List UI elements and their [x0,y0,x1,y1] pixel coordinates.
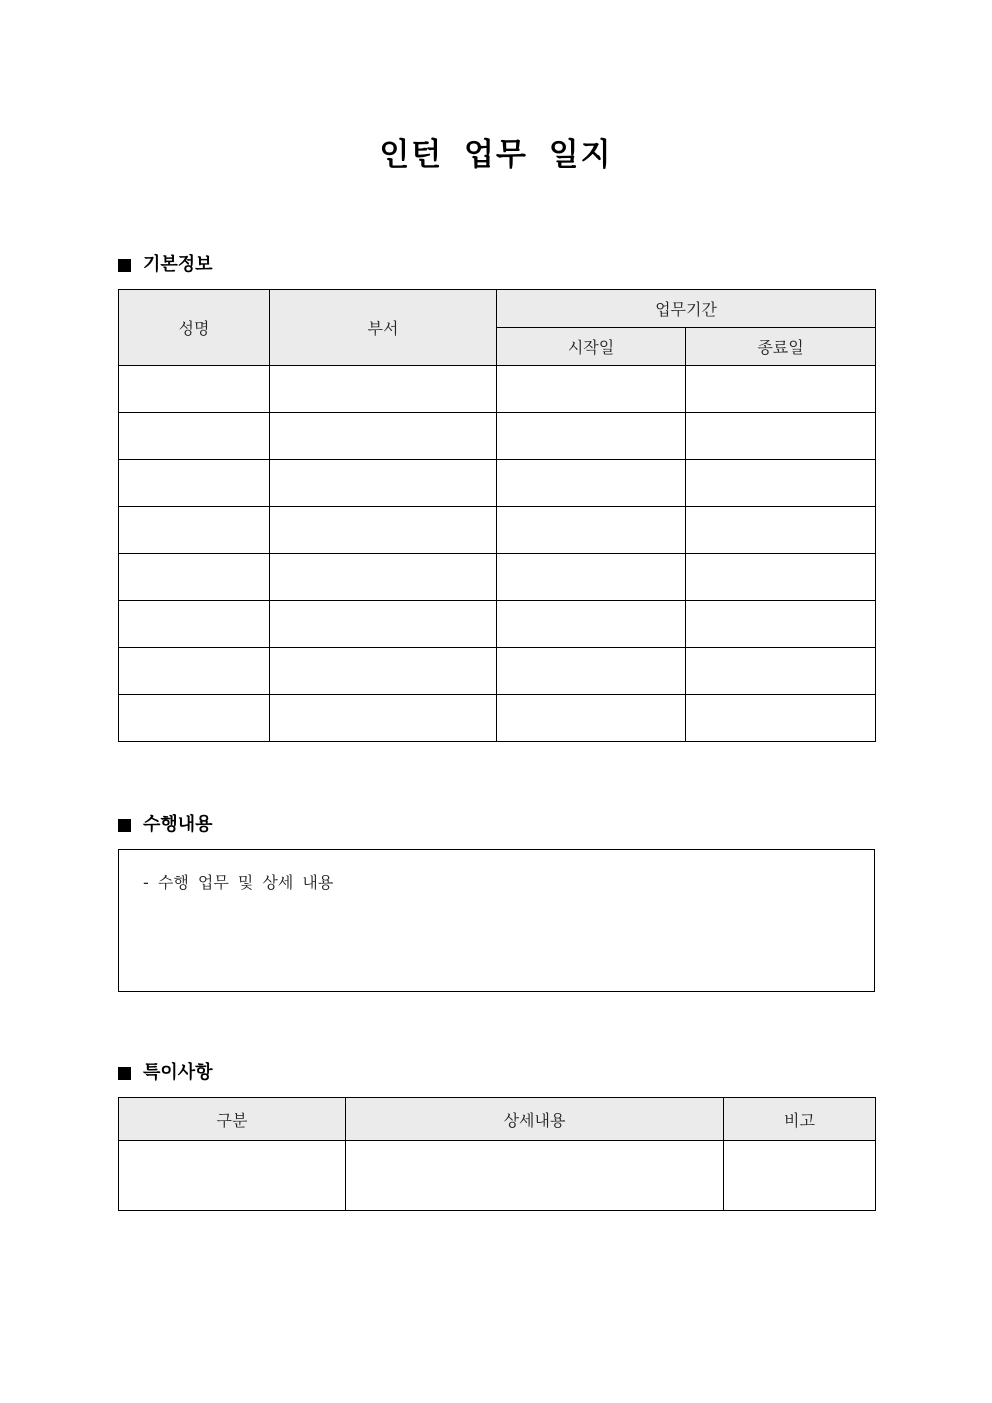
cell-department[interactable] [270,554,497,601]
cell-start-date[interactable] [497,413,686,460]
section-heading-label: 수행내용 [143,814,213,835]
cell-end-date[interactable] [686,695,876,742]
cell-name[interactable] [119,460,270,507]
header-end-date: 종료일 [686,328,876,366]
cell-start-date[interactable] [497,554,686,601]
table-row [119,695,876,742]
remarks-table [118,1097,876,1211]
table-row [119,648,876,695]
table-row [119,601,876,648]
cell-name[interactable] [119,507,270,554]
table-row [119,507,876,554]
cell-department[interactable] [270,601,497,648]
cell-name[interactable] [119,554,270,601]
cell-end-date[interactable] [686,601,876,648]
table-row [119,1141,876,1211]
header-category: 구분 [119,1098,346,1141]
cell-department[interactable] [270,648,497,695]
work-content-box[interactable] [118,849,875,992]
square-bullet-icon [118,259,131,272]
basic-info-table [118,289,876,742]
cell-start-date[interactable] [497,601,686,648]
cell-end-date[interactable] [686,413,876,460]
cell-category[interactable] [119,1141,346,1211]
cell-start-date[interactable] [497,460,686,507]
cell-end-date[interactable] [686,507,876,554]
header-note: 비고 [724,1098,876,1141]
cell-start-date[interactable] [497,695,686,742]
cell-name[interactable] [119,601,270,648]
cell-department[interactable] [270,695,497,742]
cell-end-date[interactable] [686,366,876,413]
header-name: 성명 [119,290,270,366]
cell-name[interactable] [119,695,270,742]
cell-department[interactable] [270,507,497,554]
table-row [119,554,876,601]
cell-name[interactable] [119,413,270,460]
cell-start-date[interactable] [497,507,686,554]
cell-start-date[interactable] [497,366,686,413]
cell-end-date[interactable] [686,648,876,695]
header-start-date: 시작일 [497,328,686,366]
cell-end-date[interactable] [686,554,876,601]
header-department: 부서 [270,290,497,366]
cell-name[interactable] [119,366,270,413]
section-heading-basic-info [118,253,213,277]
square-bullet-icon [118,819,131,832]
header-details: 상세내용 [346,1098,724,1141]
cell-details[interactable] [346,1141,724,1211]
cell-end-date[interactable] [686,460,876,507]
document-title: 인턴 업무 일지 [379,137,613,173]
table-row [119,413,876,460]
cell-note[interactable] [724,1141,876,1211]
cell-department[interactable] [270,460,497,507]
cell-department[interactable] [270,413,497,460]
section-heading-label: 기본정보 [143,254,213,275]
cell-department[interactable] [270,366,497,413]
cell-start-date[interactable] [497,648,686,695]
cell-name[interactable] [119,648,270,695]
header-work-period: 업무기간 [497,290,876,328]
table-row [119,366,876,413]
section-heading-label: 특이사항 [143,1062,213,1083]
work-content-text: - 수행 업무 및 상세 내용 [143,873,334,892]
table-row [119,460,876,507]
section-heading-remarks [118,1061,213,1085]
section-heading-work-content [118,813,213,837]
square-bullet-icon [118,1067,131,1080]
